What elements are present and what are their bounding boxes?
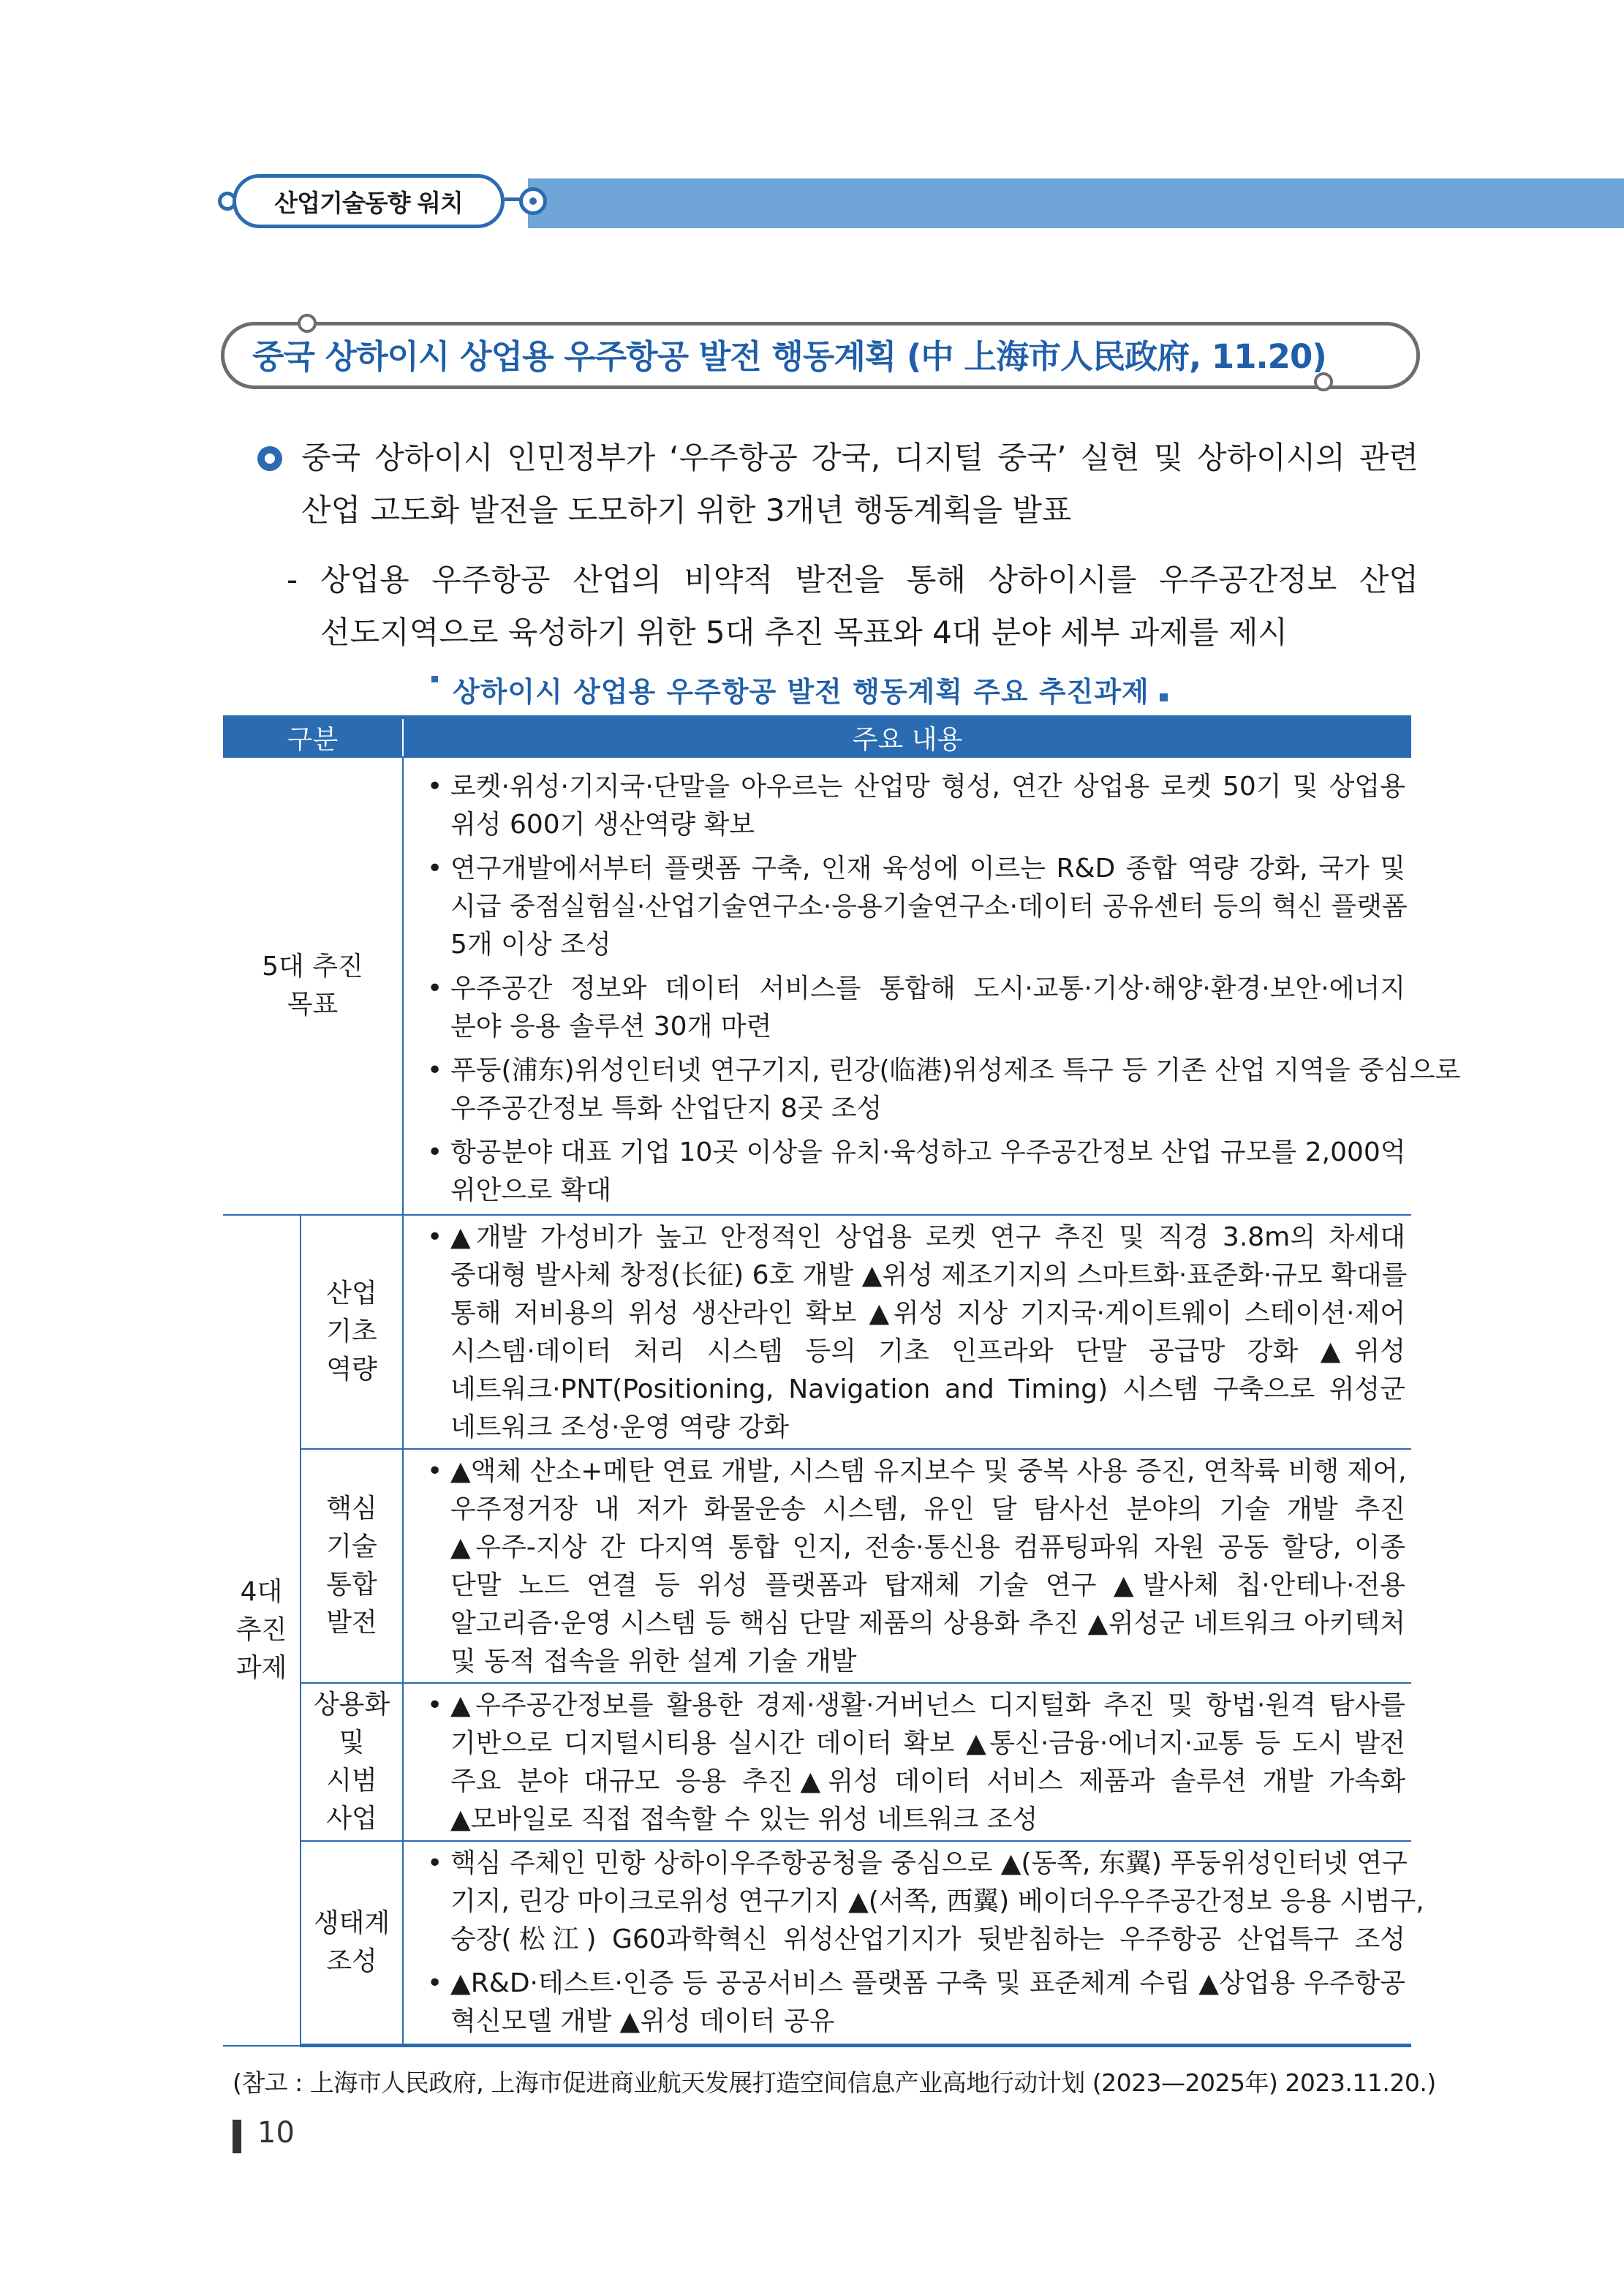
goal-2-line-1: • 연구개발에서부터 플랫폼 구축, 인재 육성에 이르는 R&D 종합 역량 강화, 국가 및: [450, 854, 1405, 884]
goal-item: [418, 850, 1408, 964]
sub-line: 산업: [326, 1279, 377, 1309]
goal-1-line-1: • 로켓·위성·기지국·단말을 아우르는 산업망 형성, 연간 상업용 로켓 50기 및 상업용: [450, 772, 1405, 802]
task-4a-line-2: 기지, 린강 마이크로위성 연구기지 ▲(서쪽, 西翼) 베이더우우주공간정보 응용 시범구,: [450, 1886, 1424, 1916]
header-band: [528, 178, 1624, 228]
goal-2-line-2: 시급 중점실험실·산업기술연구소·응용기술연구소·데이터 공유센터 등의 혁신 플랫폼: [450, 892, 1408, 922]
header-pill: [233, 174, 505, 228]
section-title: 중국 상하이시 상업용 우주항공 발전 행동계획 (中 上海市人民政府, 11.20): [252, 337, 1326, 376]
table-caption-text: 상하이시 상업용 우주항공 발전 행동계획 주요 추진과제: [453, 676, 1149, 708]
task-item: [418, 1219, 1408, 1447]
task-sub-commercialization: [301, 1683, 403, 1841]
goal-item: [418, 768, 1405, 844]
task-1-line-2: 중대형 발사체 창정(长征) 6호 개발 ▲위성 제조기지의 스마트화·표준화·규모 확대를: [450, 1260, 1408, 1290]
goal-2-line-3: 5개 이상 조성: [450, 930, 611, 960]
task-1-line-4: 시스템·데이터 처리 시스템 등의 기초 인프라와 단말 공급망 강화 ▲위성: [450, 1336, 1405, 1366]
task-2-line-2: 우주정거장 내 저가 화물운송 시스템, 유인 달 탐사선 분야의 기술 개발 추진: [450, 1494, 1405, 1524]
header-category: 구분: [223, 718, 403, 758]
task-row-ecosystem: [223, 1841, 1411, 2046]
task-3-line-2: 기반으로 디지털시티용 실시간 데이터 확보 ▲통신·금융·에너지·교통 등 도시 발전: [450, 1728, 1405, 1758]
task-2-line-5: 알고리즘·운영 시스템 등 핵심 단말 제품의 상용화 추진 ▲위성군 네트워크 아키텍처: [450, 1608, 1405, 1638]
goal-item: [418, 1134, 1405, 1210]
table-header-row: [223, 718, 1411, 758]
sub-line: 핵심: [326, 1494, 377, 1524]
source-note: (참고 : 上海市人民政府, 上海市促进商业航天发展打造空间信息产业高地行动计划 (2023—2025年) 2023.11.20.): [233, 2068, 1436, 2097]
goals-row: [223, 757, 1411, 1215]
goals-content: [403, 757, 1461, 1215]
goal-4-line-1: • 푸둥(浦东)위성인터넷 연구기지, 린강(临港)위성제조 특구 등 기존 산업 지역을 중심으로: [450, 1055, 1461, 1085]
task-item: [418, 1687, 1405, 1839]
page-number: 10: [257, 2116, 295, 2150]
task-item: [418, 1965, 1405, 2041]
bullet-circle-icon: [257, 446, 282, 471]
sub-line: 기술: [326, 1532, 377, 1562]
goal-4-line-2: 우주공간정보 특화 산업단지 8곳 조성: [450, 1093, 883, 1123]
header-right-dot: [519, 187, 547, 215]
sub-line: 생태계: [313, 1908, 390, 1938]
task-content-core-tech: [403, 1449, 1411, 1683]
dash-mark: -: [287, 562, 298, 598]
task-sub-ecosystem: [301, 1841, 403, 2046]
header-label: 산업기술동향 워치: [274, 188, 463, 217]
tasks-category: [223, 1215, 301, 2046]
goal-item: [418, 1052, 1461, 1128]
goals-category-line-1: 5대 추진: [262, 952, 363, 982]
intro-line-2: 산업 고도화 발전을 도모하기 위한 3개년 행동계획을 발표: [301, 492, 1072, 528]
task-3-line-4: ▲모바일로 직접 접속할 수 있는 위성 네트워크 조성: [450, 1804, 1038, 1834]
sub-line: 및: [339, 1728, 365, 1758]
task-4a-line-3: 숭장(松江) G60과학혁신 위성산업기지가 뒷받침하는 우주항공 산업특구 조성: [450, 1924, 1405, 1954]
task-row-core-tech: [223, 1449, 1411, 1683]
task-2-line-3: ▲우주-지상 간 다지역 통합 인지, 전송·통신용 컴퓨팅파워 자원 공동 할당, 이종: [450, 1532, 1405, 1562]
table-caption: [431, 669, 1168, 709]
task-2-line-4: 단말 노드 연결 등 위성 플랫폼과 탑재체 기술 연구 ▲발사체 칩·안테나·전용: [450, 1570, 1405, 1600]
task-2-line-1: • ▲액체 산소+메탄 연료 개발, 시스템 유지보수 및 중복 사용 증진, 연착륙 비행 제어,: [450, 1456, 1407, 1486]
task-sub-core-tech: [301, 1449, 403, 1683]
goal-3-line-2: 분야 응용 솔루션 30개 마련: [450, 1012, 772, 1042]
goals-category-line-2: 목표: [287, 990, 339, 1020]
task-item: [418, 1845, 1424, 1959]
task-3-line-1: • ▲우주공간정보를 활용한 경제·생활·거버넌스 디지털화 추진 및 항법·원격 탐사를: [450, 1690, 1405, 1720]
task-1-line-5: 네트워크·PNT(Positioning, Navigation and Timing) 시스템 구축으로 위성군: [450, 1374, 1405, 1404]
task-4b-line-1: • ▲R&D·테스트·인증 등 공공서비스 플랫폼 구축 및 표준체계 수립 ▲상업용 우주항공: [450, 1968, 1405, 1998]
task-3-line-3: 주요 분야 대규모 응용 추진▲위성 데이터 서비스 제품과 솔루션 개발 가속화: [450, 1766, 1405, 1796]
caption-square-icon: [431, 676, 438, 682]
tasks-category-line-2: 추진: [235, 1614, 287, 1645]
sub-line-2: 선도지역으로 육성하기 위한 5대 추진 목표와 4대 분야 세부 과제를 제시: [320, 614, 1288, 650]
sub-line: 조성: [326, 1946, 377, 1976]
action-plan-table: [223, 715, 1461, 2047]
goal-5-line-2: 위안으로 확대: [450, 1175, 612, 1205]
tasks-category-line-1: 4대: [240, 1576, 283, 1607]
task-content-industrial-base: [403, 1215, 1411, 1449]
sub-line: 사업: [326, 1804, 377, 1834]
page-number-bar: [233, 2120, 241, 2153]
sub-line: 기초: [326, 1317, 377, 1347]
goal-5-line-1: • 항공분야 대표 기업 10곳 이상을 유치·육성하고 우주공간정보 산업 규모를 2,000억: [450, 1137, 1406, 1167]
goal-1-line-2: 위성 600기 생산역량 확보: [450, 810, 755, 840]
task-content-ecosystem: [403, 1841, 1424, 2046]
task-4b-line-2: 혁신모델 개발 ▲위성 데이터 공유: [450, 2006, 835, 2036]
task-item: [418, 1453, 1405, 1681]
sub-line: 시범: [326, 1766, 377, 1796]
caption-square-end-icon: [1160, 693, 1168, 701]
sub-line: 발전: [326, 1608, 377, 1638]
task-1-line-1: • ▲개발 가성비가 높고 안정적인 상업용 로켓 연구 추진 및 직경 3.8m의 차세대: [450, 1222, 1405, 1252]
task-2-line-6: 및 동적 접속을 위한 설계 기술 개발: [450, 1646, 857, 1676]
intro-line-1: 중국 상하이시 인민정부가 ‘우주항공 강국, 디지털 중국’ 실현 및 상하이시의 관련: [301, 440, 1419, 475]
goals-category: [223, 757, 403, 1215]
goal-3-line-1: • 우주공간 정보와 데이터 서비스를 통합해 도시·교통·기상·해양·환경·보안·에너지: [450, 974, 1405, 1004]
task-content-commercialization: [403, 1683, 1411, 1841]
task-1-line-3: 통해 저비용의 위성 생산라인 확보 ▲위성 지상 기지국·게이트웨이 스테이션·제어: [450, 1298, 1405, 1328]
sub-line: 역량: [326, 1355, 377, 1385]
sub-line-1: 상업용 우주항공 산업의 비약적 발전을 통해 상하이시를 우주공간정보 산업: [320, 562, 1419, 598]
goal-item: [418, 970, 1405, 1046]
task-row-industrial-base: [223, 1215, 1411, 1449]
sub-line: 통합: [326, 1570, 377, 1600]
tasks-category-line-3: 과제: [235, 1652, 287, 1683]
task-1-line-6: 네트워크 조성·운영 역량 강화: [450, 1412, 790, 1442]
task-4a-line-1: • 핵심 주체인 민항 상하이우주항공청을 중심으로 ▲(동쪽, 东翼) 푸둥위성인터넷 연구: [450, 1848, 1408, 1878]
task-row-commercialization: [223, 1683, 1411, 1841]
task-sub-industrial-base: [301, 1215, 403, 1449]
header-content: 주요 내용: [403, 718, 1411, 758]
sub-line: 상용화: [313, 1690, 390, 1720]
